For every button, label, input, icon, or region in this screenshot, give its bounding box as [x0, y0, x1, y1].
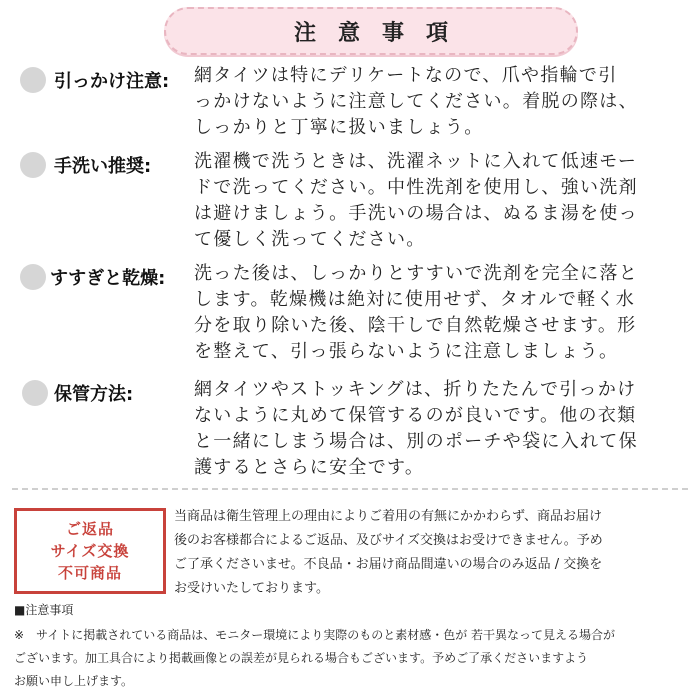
text-line: は避けましょう。手洗いの場合は、ぬるま湯を使っ: [194, 203, 638, 224]
text-line: っかけないように注意してください。着脱の際は、: [194, 91, 638, 112]
notes-text: [14, 624, 694, 693]
text-line: お願い申し上げます。: [14, 674, 134, 688]
page-title: 注意事項: [293, 20, 470, 46]
text-line: と一緒にしまう場合は、別のポーチや袋に入れて保: [194, 431, 638, 452]
text-line: 後のお客様都合によるご返品、及びサイズ交換はお受けできません。予め: [174, 533, 603, 548]
text-line: 網タイツやストッキングは、折りたたんで引っかけ: [194, 379, 637, 400]
text-line: を整えて、引っ張らないように注意しましょう。: [194, 341, 619, 362]
text-line: お受けいたしております。: [174, 581, 329, 596]
text-line: 護するとさらに安全です。: [194, 457, 425, 478]
bullet-circle-icon: [22, 380, 48, 406]
text-line: 洗った後は、しっかりとすすいで洗剤を完全に落と: [194, 263, 639, 284]
text-line: ご了承くださいませ。不良品・お届け商品間違いの場合のみ返品 / 交換を: [174, 557, 603, 572]
bullet-circle-icon: [20, 152, 46, 178]
title-badge: [164, 7, 578, 55]
care-item-text: [194, 63, 638, 141]
care-item-label: 手洗い推奨:: [54, 156, 152, 177]
text-line: ございます。加工具合により掲載画像との誤差が見られる場合もございます。予めご了承くださいますよう: [14, 651, 589, 665]
text-line: ドで洗ってください。中性洗剤を使用し、強い洗剤: [194, 177, 638, 198]
text-line: 網タイツは特にデリケートなので、爪や指輪で引: [194, 65, 618, 86]
care-item-label: 引っかけ注意:: [54, 71, 170, 92]
stamp-line: サイズ交換: [50, 542, 130, 560]
stamp-line: 不可商品: [57, 564, 122, 582]
care-item-text: [194, 377, 638, 481]
care-item-text: [194, 149, 638, 253]
care-item-label: 保管方法:: [54, 384, 134, 405]
stamp-line: ご返品: [65, 520, 114, 538]
care-item-text: [194, 261, 638, 365]
bullet-circle-icon: [20, 67, 46, 93]
text-line: ないように丸めて保管するのが良いです。他の衣類: [194, 405, 637, 426]
return-policy-text: [174, 505, 694, 601]
bullet-circle-icon: [20, 264, 46, 290]
text-line: します。乾燥機は絶対に使用せず、タオルで軽く水: [194, 289, 636, 310]
section-divider: [12, 488, 688, 490]
text-line: 洗濯機で洗うときは、洗濯ネットに入れて低速モー: [194, 151, 638, 172]
text-line: て優しく洗ってください。: [194, 229, 426, 250]
no-return-stamp: [14, 508, 166, 594]
care-item-label: すすぎと乾燥:: [50, 268, 166, 289]
text-line: 分を取り除いた後、陰干しで自然乾燥させます。形: [194, 315, 637, 336]
text-line: ※ サイトに掲載されている商品は、モニター環境により実際のものと素材感・色が 若干異なって見える場合が: [14, 628, 616, 642]
notes-heading: ■注意事項: [14, 603, 74, 617]
text-line: しっかりと丁寧に扱いましょう。: [194, 117, 484, 138]
text-line: 当商品は衛生管理上の理由によりご着用の有無にかかわらず、商品お届け: [174, 509, 602, 524]
